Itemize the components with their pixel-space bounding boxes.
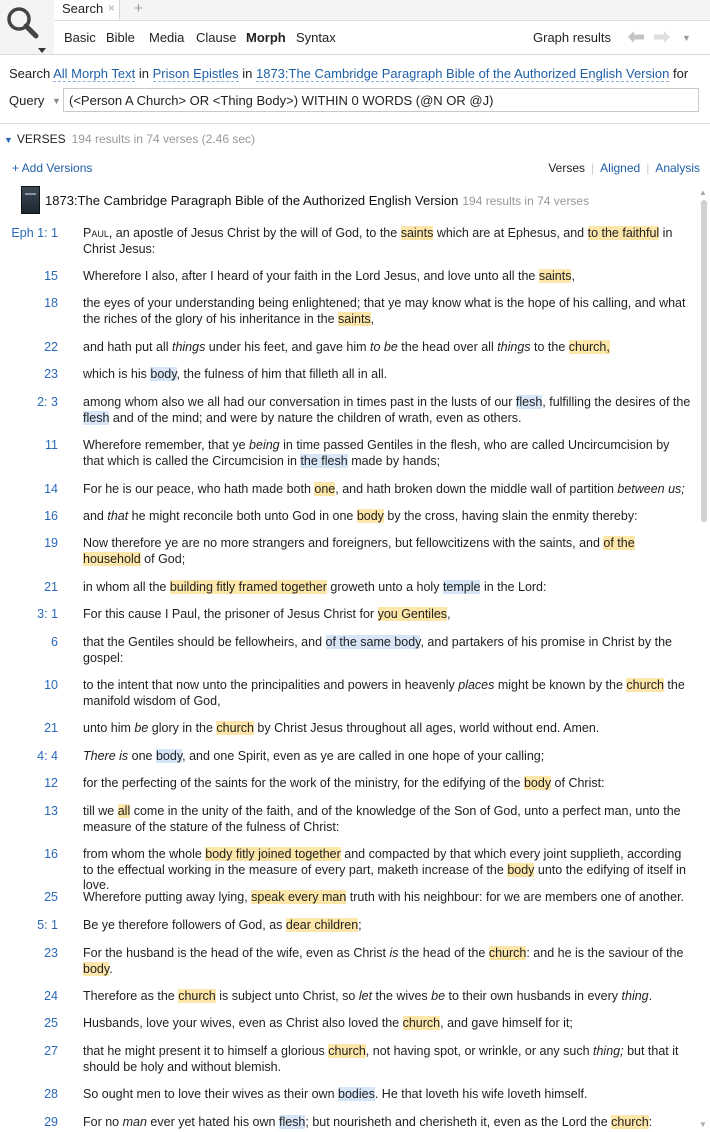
italic-text: places: [458, 678, 495, 692]
scrollbar-thumb[interactable]: [701, 200, 707, 522]
hit-highlight: church,: [568, 340, 610, 354]
verse-reference[interactable]: 4: 4: [37, 749, 58, 763]
verse-text-segment: under his feet, and gave him: [205, 340, 371, 354]
verse-text-segment: is subject unto Christ, so: [215, 989, 359, 1003]
verse-text: [83, 1016, 693, 1032]
verse-text: [83, 226, 693, 257]
divider: [0, 123, 710, 124]
verse-reference[interactable]: 5: 1: [37, 918, 58, 932]
verse-text: [83, 847, 693, 894]
verses-section-header[interactable]: [4, 132, 255, 146]
verse-reference[interactable]: 24: [44, 989, 58, 1003]
verse-text-segment: of Christ:: [551, 776, 605, 790]
verse-text-segment: and: [83, 509, 108, 523]
hit-highlight: saints: [538, 269, 572, 283]
verse-text-segment: So ought men to love their wives as their own: [83, 1087, 338, 1101]
verse-text-segment: , and partakers of his promise in Christ by the gospel:: [83, 635, 672, 665]
scroll-down-icon[interactable]: ▼: [699, 1120, 707, 1129]
verse-reference[interactable]: 19: [44, 536, 58, 550]
verse-text-segment: in whom all the: [83, 580, 170, 594]
hit-highlight: body: [523, 776, 552, 790]
verse-reference[interactable]: 13: [44, 804, 58, 818]
verse-reference[interactable]: 16: [44, 509, 58, 523]
hit-highlight: church: [328, 1044, 366, 1058]
tab-close-icon[interactable]: ×: [108, 1, 116, 15]
back-arrow-icon[interactable]: [628, 31, 644, 43]
italic-text: being: [249, 438, 280, 452]
verse-text-segment: for the perfecting of the saints for the work of the ministry, for the edifying of the: [83, 776, 524, 790]
verse-text: [83, 1044, 693, 1075]
verse-text-segment: he might reconcile both unto God in one: [128, 509, 357, 523]
verse-text-segment: might be known by the: [494, 678, 627, 692]
verse-reference[interactable]: 27: [44, 1044, 58, 1058]
verse-text-segment: , an apostle of Jesus Christ by the will of God, to the: [108, 226, 401, 240]
verse-text: [83, 607, 693, 623]
hit-highlight: church: [488, 946, 527, 960]
search-label: Search: [9, 66, 51, 81]
verse-text: [83, 1087, 693, 1103]
verse-text-segment: come in the unity of the faith, and of the knowledge of the Son of God, unto a perfect man, unto the measure of the stature of the fulness of Christ:: [83, 804, 681, 834]
match-highlight: body: [155, 749, 183, 763]
scroll-up-icon[interactable]: ▲: [699, 188, 707, 197]
verse-text: [83, 890, 693, 906]
verse-text: [83, 749, 693, 765]
verse-text-segment: , the fulness of him that filleth all in all.: [176, 367, 388, 381]
verse-text-segment: unto him: [83, 721, 135, 735]
hit-highlight: church: [178, 989, 216, 1003]
verse-reference[interactable]: 28: [44, 1087, 58, 1101]
hit-highlight: you Gentiles: [377, 607, 448, 621]
verse-reference[interactable]: 3: 1: [37, 607, 58, 621]
verse-text-segment: Now therefore ye are no more strangers and foreigners, but fellowcitizens with the saints, and: [83, 536, 604, 550]
verse-text: [83, 367, 693, 383]
hit-highlight: to the faithful: [587, 226, 660, 240]
verse-text-segment: in time passed Gentiles in the flesh, who are called Uncircumcision by that which is called the Circumcision in: [83, 438, 670, 468]
match-highlight: flesh: [83, 410, 110, 425]
match-highlight: of the same body: [325, 635, 421, 649]
verse-text-segment: but that it should be holy and without blemish.: [83, 1044, 679, 1074]
verse-text-segment: by the cross, having slain the enmity thereby:: [383, 509, 638, 523]
verse-text-segment: that the Gentiles should be fellowheirs, and: [83, 635, 326, 649]
mode-morph[interactable]: Morph: [246, 30, 286, 45]
verse-text: [83, 340, 693, 356]
verse-text-segment: ,: [447, 607, 451, 621]
verse-text-segment: Wherefore I also, after I heard of your faith in the Lord Jesus, and love unto all the: [83, 269, 539, 283]
verse-text-segment: ,: [571, 269, 575, 283]
verse-text: [83, 635, 693, 666]
match-highlight: flesh: [515, 395, 543, 409]
divider: |: [591, 161, 595, 175]
divider: |: [646, 161, 650, 175]
tab-search[interactable]: [54, 0, 120, 20]
bible-result-count: 194 results in 74 verses: [462, 194, 590, 208]
verse-text: [83, 438, 693, 469]
italic-text: let: [358, 989, 373, 1003]
verse-text-segment: from whom the whole: [83, 847, 206, 861]
verse-reference[interactable]: 29: [44, 1115, 58, 1129]
verse-text-segment: unto the edifying of itself in love.: [83, 862, 686, 892]
verse-text-segment: till we: [83, 804, 118, 818]
new-tab-icon[interactable]: +: [134, 0, 143, 17]
match-highlight: the flesh: [300, 453, 348, 468]
verse-reference[interactable]: Eph 1: 1: [11, 226, 58, 240]
verse-text-segment: groweth unto a holy: [326, 580, 443, 594]
verse-text: [83, 296, 693, 327]
verse-text: [83, 946, 693, 977]
view-verses[interactable]: Verses: [548, 161, 586, 175]
italic-text: to be: [370, 340, 398, 354]
hit-highlight: dear children: [285, 918, 359, 932]
verse-text-segment: and compacted by that which every joint supplieth, according to the effectual working in the measure of every part, maketh increase of the: [83, 847, 682, 877]
verse-text-segment: For he is our peace, who hath made both: [83, 482, 315, 496]
italic-text: between us;: [617, 482, 685, 496]
version-selector[interactable]: 1873:The Cambridge Paragraph Bible of the Authorized English Version: [255, 66, 670, 81]
verse-text-segment: to their own husbands in every: [445, 989, 622, 1003]
verse-text-segment: of God;: [140, 551, 186, 566]
verse-text-segment: which are at Ephesus, and: [433, 226, 588, 240]
verse-text-segment: ; but nourisheth and cherisheth it, even as the Lord the: [305, 1115, 612, 1129]
verse-text-segment: one: [128, 749, 156, 763]
verse-text: [83, 776, 693, 792]
verse-text-segment: Wherefore putting away lying,: [83, 890, 252, 904]
verse-text-segment: : and he is the saviour of the: [526, 946, 684, 960]
verse-text-segment: Wherefore remember, that ye: [83, 438, 250, 452]
hit-highlight: all: [117, 804, 131, 818]
verse-text-segment: For the husband is the head of the wife, even as Christ: [83, 946, 390, 960]
verse-text-segment: .: [648, 989, 653, 1003]
verse-reference[interactable]: 16: [44, 847, 58, 861]
verse-text-segment: the wives: [372, 989, 432, 1003]
match-highlight: flesh: [278, 1115, 306, 1129]
view-switcher: [548, 161, 700, 175]
for-label: for: [672, 66, 689, 81]
verse-reference[interactable]: 21: [44, 721, 58, 735]
verse-reference[interactable]: 21: [44, 580, 58, 594]
italic-text: man: [122, 1115, 147, 1129]
verse-text-segment: in Christ Jesus:: [83, 226, 673, 256]
verse-text-segment: by Christ Jesus throughout all ages, world without end. Amen.: [253, 721, 600, 735]
verse-text: [83, 678, 693, 709]
verse-text-segment: Be ye therefore followers of God, as: [83, 918, 286, 932]
mode-media[interactable]: Media: [149, 30, 185, 45]
hit-highlight: church: [611, 1115, 649, 1129]
hit-highlight: saints: [338, 311, 371, 326]
small-caps-text: Paul: [83, 226, 109, 240]
hit-highlight: building fitly framed together: [169, 580, 327, 594]
verse-text: [83, 269, 693, 285]
query-input[interactable]: [63, 88, 699, 112]
hit-highlight: body: [83, 961, 110, 976]
in-label: in: [242, 66, 253, 81]
verse-reference[interactable]: 2: 3: [37, 395, 58, 409]
bible-header[interactable]: [45, 193, 589, 208]
graph-results-button[interactable]: Graph results: [533, 30, 612, 45]
verse-text-segment: ,: [370, 311, 375, 326]
hit-highlight: church: [216, 721, 254, 735]
range-selector[interactable]: Prison Epistles: [152, 66, 239, 81]
verse-text-segment: and of the mind; and were by nature the children of wrath, even as others.: [109, 410, 522, 425]
view-analysis[interactable]: Analysis: [655, 161, 700, 175]
results-summary: 194 results in 74 verses (2.46 sec): [71, 132, 256, 146]
verse-text-segment: For this cause I Paul, the prisoner of Jesus Christ for: [83, 607, 378, 621]
verse-text: [83, 482, 693, 498]
italic-text: be: [134, 721, 149, 735]
verse-text-segment: which is his: [83, 367, 151, 381]
bible-title: 1873:The Cambridge Paragraph Bible of the Authorized English Version: [45, 193, 459, 208]
verses-title: VERSES: [16, 132, 66, 146]
search-definition: [9, 66, 709, 81]
view-aligned[interactable]: Aligned: [600, 161, 641, 175]
verse-text-segment: , not having spot, or wrinkle, or any such: [365, 1044, 593, 1058]
verse-text-segment: , fulfilling the desires of the: [542, 395, 691, 409]
match-highlight: bodies: [338, 1087, 375, 1101]
verse-text-segment: Therefore as the: [83, 989, 179, 1003]
hit-highlight: body fitly joined together: [205, 847, 341, 861]
tab-strip: [54, 0, 710, 20]
verse-text: [83, 395, 693, 426]
verse-text-segment: , and gave himself for it;: [440, 1016, 573, 1030]
verse-text-segment: ever yet hated his own: [146, 1115, 279, 1129]
hit-highlight: of the household: [83, 536, 635, 566]
verse-text-segment: made by hands;: [347, 453, 441, 468]
verse-text: [83, 721, 693, 737]
verse-reference[interactable]: 12: [44, 776, 58, 790]
verse-text: [83, 509, 693, 525]
verse-text-segment: . He that loveth his wife loveth himself.: [374, 1087, 588, 1101]
toolbar: [0, 0, 710, 55]
verse-text: [83, 580, 693, 596]
verse-text-segment: to the intent that now unto the principalities and powers in heavenly: [83, 678, 459, 692]
italic-text: thing: [621, 989, 649, 1003]
verse-reference[interactable]: 18: [44, 296, 58, 310]
verse-text-segment: the head of the: [398, 946, 489, 960]
verse-text-segment: in the Lord:: [480, 580, 547, 594]
query-history-dropdown-icon[interactable]: ▼: [52, 96, 61, 106]
verse-text-segment: that he might present it to himself a glorious: [83, 1044, 329, 1058]
hit-highlight: body: [356, 509, 384, 523]
hit-highlight: saints: [400, 226, 434, 240]
magnifier-icon: [4, 4, 52, 54]
italic-text: be: [431, 989, 446, 1003]
hit-highlight: body: [507, 862, 535, 877]
italic-text: thing;: [593, 1044, 624, 1058]
verse-text-segment: For no: [83, 1115, 123, 1129]
verse-text: [83, 536, 693, 567]
forward-arrow-icon[interactable]: [654, 31, 670, 43]
bible-cover-icon: [21, 186, 40, 214]
italic-text: things: [497, 340, 531, 354]
verse-reference[interactable]: 25: [44, 1016, 58, 1030]
hit-highlight: one: [314, 482, 336, 496]
match-highlight: temple: [442, 580, 481, 594]
mode-basic[interactable]: Basic: [64, 30, 96, 45]
verse-text-segment: among whom also we all had our conversation in times past in the lusts of our: [83, 395, 516, 409]
verse-text-segment: glory in the: [148, 721, 217, 735]
verse-reference[interactable]: 25: [44, 890, 58, 904]
verse-reference[interactable]: 14: [44, 482, 58, 496]
verse-reference[interactable]: 10: [44, 678, 58, 692]
mode-bible[interactable]: Bible: [106, 30, 135, 45]
verse-reference[interactable]: 23: [44, 946, 58, 960]
italic-text: There is: [83, 749, 129, 763]
search-text-selector[interactable]: All Morph Text: [53, 66, 136, 81]
verse-text-segment: truth with his neighbour: for we are members one of another.: [346, 890, 685, 904]
verse-reference[interactable]: 15: [44, 269, 58, 283]
verse-text-segment: , and hath broken down the middle wall of partition: [335, 482, 618, 496]
verse-text-segment: the head over all: [397, 340, 498, 354]
verse-reference[interactable]: 6: [51, 635, 58, 649]
hit-highlight: speak every man: [251, 890, 347, 904]
verse-text-segment: the manifold wisdom of God,: [83, 678, 685, 708]
verse-text: [83, 989, 693, 1005]
history-dropdown-icon[interactable]: ▼: [682, 33, 691, 43]
match-highlight: body: [150, 367, 177, 381]
verse-text-segment: ;: [358, 918, 362, 932]
verse-reference[interactable]: 22: [44, 340, 58, 354]
search-mode-bar: [54, 20, 710, 54]
verse-reference[interactable]: 11: [45, 438, 58, 452]
verse-text-segment: and hath put all: [83, 340, 172, 354]
italic-text: that: [107, 509, 129, 523]
italic-text: is: [389, 946, 399, 960]
verse-reference[interactable]: 23: [44, 367, 58, 381]
search-menu-button[interactable]: [4, 4, 52, 54]
verse-text: [83, 804, 693, 835]
verse-text-segment: to the: [530, 340, 569, 354]
verse-text-segment: .: [109, 961, 113, 976]
mode-clause[interactable]: Clause: [196, 30, 237, 45]
verse-text: [83, 1115, 693, 1131]
verse-text-segment: Husbands, love your wives, even as Christ also loved the: [83, 1016, 403, 1030]
italic-text: things: [171, 340, 206, 354]
verse-text-segment: , and one Spirit, even as ye are called in one hope of your calling;: [182, 749, 545, 763]
tab-search-label: Search: [62, 1, 104, 16]
in-label: in: [138, 66, 149, 81]
verse-text-segment: the eyes of your understanding being enlightened; that ye may know what is the hope of his calling, and what the riches of the glory of his inheritance in the: [83, 296, 686, 326]
verse-text: [83, 918, 693, 934]
hit-highlight: church: [402, 1016, 441, 1030]
hit-highlight: church: [626, 678, 664, 692]
query-label: Query: [9, 93, 45, 108]
add-versions-link[interactable]: + Add Versions: [12, 161, 93, 175]
mode-syntax[interactable]: Syntax: [296, 30, 336, 45]
verse-text-segment: :: [648, 1115, 653, 1129]
collapse-triangle-icon[interactable]: ▼: [4, 135, 13, 145]
